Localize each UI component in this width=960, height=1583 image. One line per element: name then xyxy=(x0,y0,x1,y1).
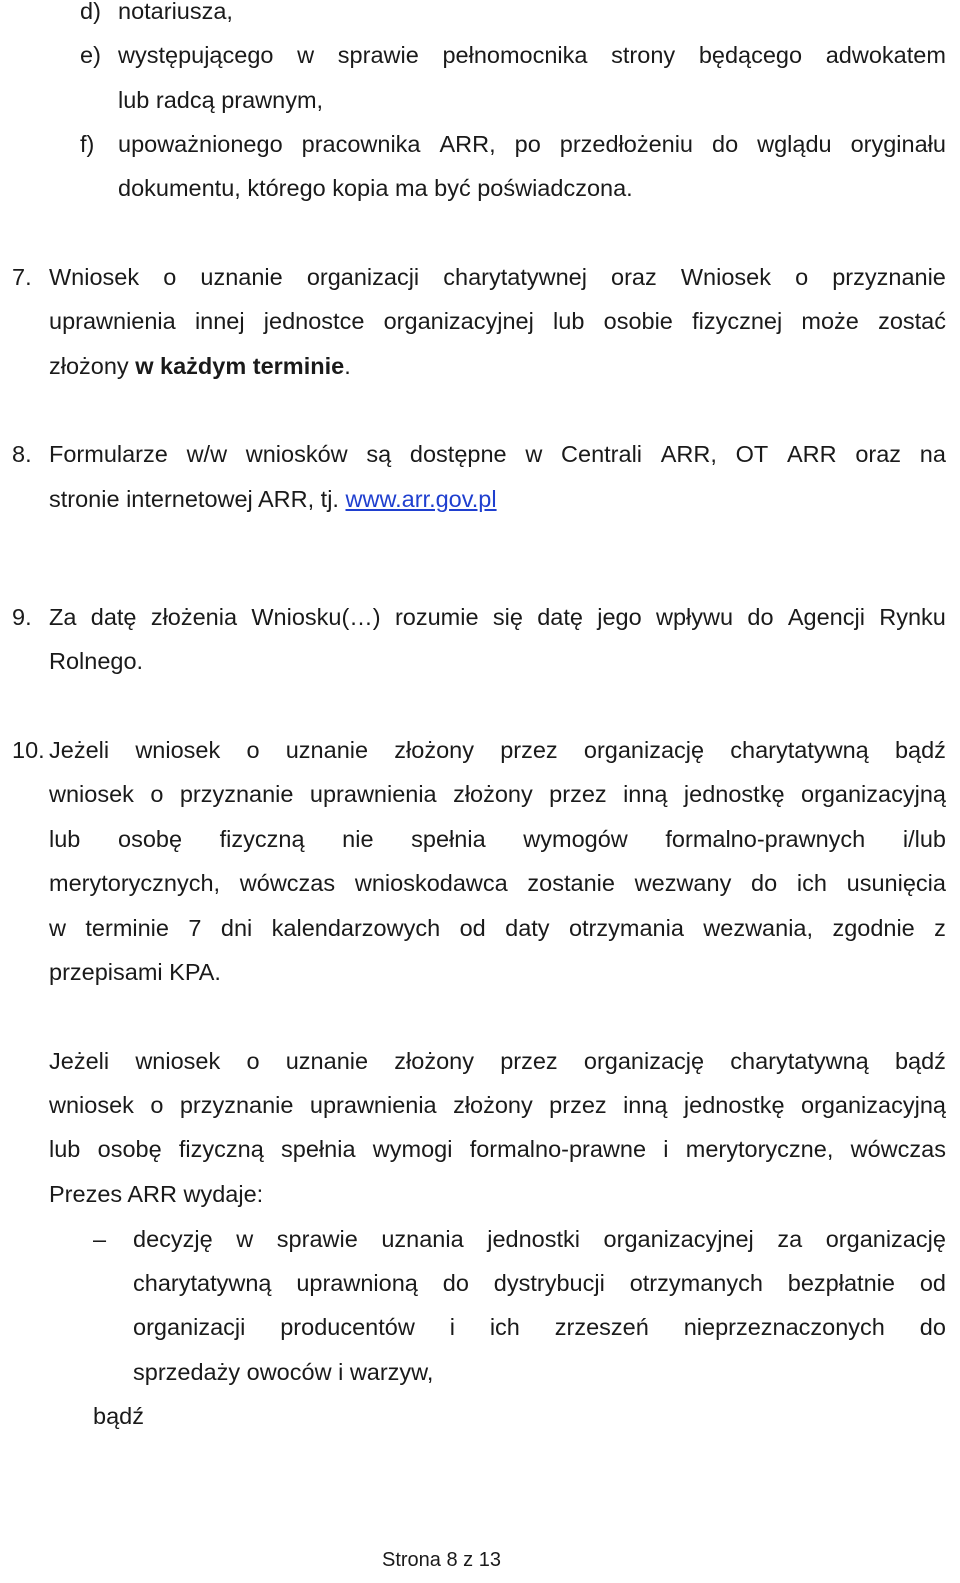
word: charytatywną xyxy=(730,1048,869,1074)
word: i xyxy=(663,1136,669,1162)
list-item-f-line2: dokumentu, którego kopia ma być poświadczona. xyxy=(118,175,633,201)
word: adwokatem xyxy=(825,42,946,68)
word: za xyxy=(777,1226,803,1252)
word: OT xyxy=(735,441,769,467)
paragraph-11-line1 xyxy=(49,1046,946,1076)
list-item-f-line1 xyxy=(118,129,946,159)
word: zostać xyxy=(878,308,946,334)
word: nie xyxy=(342,826,374,852)
word: wniosek xyxy=(49,781,134,807)
word: sprawie xyxy=(276,1226,358,1252)
paragraph-11-line2 xyxy=(49,1090,946,1120)
word: jego xyxy=(597,604,642,630)
word: organizację xyxy=(825,1226,946,1252)
word: Centrali xyxy=(561,441,643,467)
word: Jeżeli xyxy=(49,737,110,763)
word: od xyxy=(459,915,486,941)
paragraph-7-emphasis: w każdym terminie xyxy=(135,353,345,379)
word: Formularze xyxy=(49,441,168,467)
word: upoważnionego xyxy=(118,131,283,157)
word: złożenia xyxy=(150,604,238,630)
word: przyznanie xyxy=(179,781,294,807)
word: otrzymanych xyxy=(629,1270,763,1296)
word: wezwania, xyxy=(703,915,814,941)
word: terminie xyxy=(85,915,169,941)
word: przez xyxy=(549,1092,607,1118)
paragraph-10-line5 xyxy=(49,913,946,943)
word: do xyxy=(442,1270,469,1296)
word: ARR, xyxy=(660,441,717,467)
paragraph-10-line4 xyxy=(49,868,946,898)
word: merytoryczne, xyxy=(685,1136,834,1162)
word: do xyxy=(712,131,739,157)
word: bądź xyxy=(894,737,946,763)
word: o xyxy=(150,781,164,807)
word: w xyxy=(49,915,66,941)
word: przez xyxy=(500,1048,558,1074)
word: strony xyxy=(611,42,676,68)
word: uprawnienia xyxy=(309,1092,437,1118)
word: przez xyxy=(549,781,607,807)
word: zostanie xyxy=(527,870,615,896)
word: organizację xyxy=(583,1048,705,1074)
paragraph-8-number: 8. xyxy=(12,441,32,467)
word: inną xyxy=(623,1092,668,1118)
word: datę xyxy=(90,604,137,630)
word: organizację xyxy=(583,737,705,763)
word: w xyxy=(236,1226,254,1252)
word: jednostce xyxy=(263,308,365,334)
word: może xyxy=(801,308,859,334)
word: kalendarzowych xyxy=(271,915,441,941)
word: wniosek xyxy=(49,1092,134,1118)
dash-item-line1 xyxy=(133,1224,946,1254)
word: formalno-prawne xyxy=(469,1136,647,1162)
paragraph-8-line2 xyxy=(49,484,497,514)
word: do xyxy=(751,870,778,896)
word: Jeżeli xyxy=(49,1048,110,1074)
word: daty xyxy=(505,915,550,941)
word: dostępne xyxy=(409,441,507,467)
word: Rynku xyxy=(879,604,946,630)
word: do xyxy=(747,604,774,630)
word: nieprzeznaczonych xyxy=(683,1314,885,1340)
word: wówczas xyxy=(850,1136,946,1162)
word: wymogi xyxy=(372,1136,453,1162)
word: przyznanie xyxy=(179,1092,294,1118)
word: uznania xyxy=(381,1226,464,1252)
word: wniosek xyxy=(135,737,221,763)
paragraph-9-number: 9. xyxy=(12,604,32,630)
word: uprawnioną xyxy=(296,1270,418,1296)
word: lub xyxy=(553,308,585,334)
word: Za xyxy=(49,604,77,630)
paragraph-7-period: . xyxy=(344,353,351,379)
word: w xyxy=(525,441,543,467)
word: o xyxy=(150,1092,164,1118)
word: organizacyjnej xyxy=(383,308,534,334)
word: jednostkę xyxy=(683,781,785,807)
word: przyznanie xyxy=(832,264,946,290)
word: jednostki xyxy=(487,1226,580,1252)
page-footer: Strona 8 z 13 xyxy=(382,1549,501,1571)
word: w xyxy=(297,42,315,68)
arr-website-link[interactable]: www.arr.gov.pl xyxy=(345,486,497,512)
word: formalno-prawnych xyxy=(665,826,866,852)
word: na xyxy=(919,441,946,467)
paragraph-10-line2 xyxy=(49,779,946,809)
word: Wniosku(…) xyxy=(251,604,381,630)
paragraph-10-line3 xyxy=(49,824,946,854)
dash-item-line3 xyxy=(133,1312,946,1342)
word: wezwany xyxy=(634,870,732,896)
word: się xyxy=(492,604,523,630)
word: dni xyxy=(220,915,253,941)
word: z xyxy=(934,915,946,941)
word: dystrybucji xyxy=(493,1270,605,1296)
paragraph-8-text: stronie internetowej ARR, tj. xyxy=(49,486,346,512)
conjunction-badz: bądź xyxy=(93,1403,144,1429)
word: Wniosek xyxy=(680,264,771,290)
paragraph-10-line6: przepisami KPA. xyxy=(49,959,221,985)
word: organizacyjną xyxy=(800,781,946,807)
word: zgodnie xyxy=(832,915,915,941)
word: i xyxy=(449,1314,455,1340)
word: spełnia xyxy=(281,1136,356,1162)
word: rozumie xyxy=(394,604,479,630)
paragraph-7-number: 7. xyxy=(12,264,32,290)
word: osobie xyxy=(603,308,673,334)
word: Agencji xyxy=(787,604,865,630)
word: o xyxy=(795,264,809,290)
paragraph-7-line2 xyxy=(49,306,946,336)
word: Wniosek xyxy=(49,264,140,290)
list-label-d: d) xyxy=(80,0,101,24)
word: usunięcia xyxy=(846,870,946,896)
paragraph-8-line1 xyxy=(49,439,946,469)
word: uprawnienia xyxy=(49,308,176,334)
word: decyzję xyxy=(133,1226,213,1252)
word: 7 xyxy=(188,915,202,941)
word: wniosków xyxy=(245,441,348,467)
word: złożony xyxy=(394,737,474,763)
list-item-d: notariusza, xyxy=(118,0,233,24)
word: występującego xyxy=(118,42,274,68)
word: osobę xyxy=(97,1136,162,1162)
word: innej xyxy=(194,308,245,334)
word: o xyxy=(246,1048,260,1074)
word: pracownika xyxy=(301,131,421,157)
word: wniosek xyxy=(135,1048,221,1074)
word: ARR xyxy=(786,441,837,467)
word: przedłożeniu xyxy=(559,131,694,157)
list-label-f: f) xyxy=(80,131,95,157)
word: i/lub xyxy=(902,826,946,852)
paragraph-11-line3 xyxy=(49,1134,946,1164)
word: inną xyxy=(623,781,668,807)
word: charytatywnej xyxy=(443,264,587,290)
dash-bullet: – xyxy=(93,1226,107,1252)
word: oryginału xyxy=(850,131,946,157)
word: do xyxy=(919,1314,946,1340)
word: złożony xyxy=(394,1048,474,1074)
word: po xyxy=(514,131,541,157)
list-label-e: e) xyxy=(80,42,101,68)
word: przez xyxy=(500,737,558,763)
word: jednostkę xyxy=(683,1092,785,1118)
dash-item-line4: sprzedaży owoców i warzyw, xyxy=(133,1359,434,1385)
word: są xyxy=(366,441,392,467)
word: oraz xyxy=(855,441,902,467)
paragraph-10-line1 xyxy=(49,735,946,765)
word: lub xyxy=(49,1136,81,1162)
word: organizacji xyxy=(133,1314,246,1340)
word: lub xyxy=(49,826,81,852)
word: uprawnienia xyxy=(309,781,437,807)
list-item-e-line1 xyxy=(118,40,946,70)
word: będącego xyxy=(698,42,803,68)
word: datę xyxy=(537,604,583,630)
word: uznanie xyxy=(285,1048,369,1074)
paragraph-9-line2: Rolnego. xyxy=(49,648,144,674)
word: od xyxy=(919,1270,946,1296)
word: organizacyjnej xyxy=(603,1226,754,1252)
word: wglądu xyxy=(757,131,832,157)
word: ich xyxy=(796,870,827,896)
word: osobę xyxy=(118,826,183,852)
word: fizycznej xyxy=(692,308,783,334)
word: fizyczną xyxy=(219,826,305,852)
word: fizyczną xyxy=(178,1136,264,1162)
word: organizacyjną xyxy=(800,1092,946,1118)
word: o xyxy=(246,737,260,763)
word: sprawie xyxy=(337,42,419,68)
paragraph-7-text: złożony xyxy=(49,353,136,379)
word: charytatywną xyxy=(730,737,869,763)
paragraph-11-line4: Prezes ARR wydaje: xyxy=(49,1181,264,1207)
paragraph-9-line1 xyxy=(49,602,946,632)
word: zrzeszeń xyxy=(554,1314,649,1340)
word: wpływu xyxy=(656,604,734,630)
word: pełnomocnika xyxy=(442,42,588,68)
word: wnioskodawca xyxy=(354,870,508,896)
word: uznanie xyxy=(285,737,369,763)
word: otrzymania xyxy=(568,915,684,941)
word: złożony xyxy=(453,781,533,807)
word: bezpłatnie xyxy=(787,1270,895,1296)
word: oraz xyxy=(611,264,657,290)
word: ARR, xyxy=(439,131,496,157)
word: merytorycznych, xyxy=(49,870,221,896)
word: o xyxy=(163,264,177,290)
word: w/w xyxy=(186,441,228,467)
word: złożony xyxy=(453,1092,533,1118)
dash-item-line2 xyxy=(133,1268,946,1298)
word: organizacji xyxy=(306,264,420,290)
list-item-e-line2: lub radcą prawnym, xyxy=(118,87,324,113)
word: ich xyxy=(489,1314,520,1340)
word: spełnia xyxy=(411,826,486,852)
paragraph-7-line3 xyxy=(49,351,351,381)
word: wymogów xyxy=(523,826,628,852)
paragraph-10-number: 10. xyxy=(12,737,45,763)
word: charytatywną xyxy=(133,1270,272,1296)
paragraph-7-line1 xyxy=(49,262,946,292)
word: wówczas xyxy=(239,870,336,896)
word: bądź xyxy=(894,1048,946,1074)
word: uznanie xyxy=(200,264,283,290)
word: producentów xyxy=(280,1314,415,1340)
